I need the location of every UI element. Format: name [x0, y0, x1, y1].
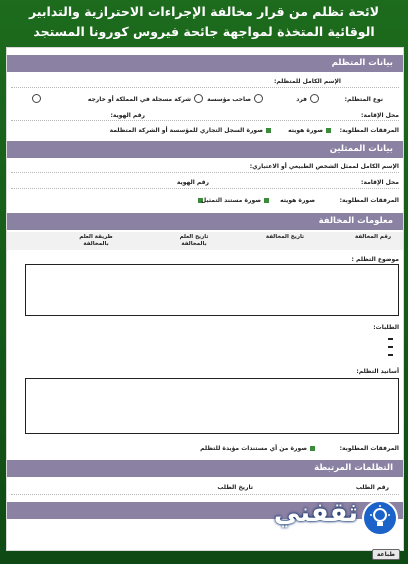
complainant-name-field[interactable] [11, 87, 399, 88]
subject-label: موضوع التظلم : [351, 256, 399, 263]
attachment-check-icon[interactable] [326, 128, 331, 133]
request-date-label: تاريخ الطلب [217, 484, 253, 491]
col-violation-date: تاريخ المخالفة [265, 234, 305, 240]
type-company-label: شركة مسجلة في المملكة أو خارجه [87, 96, 191, 103]
section-complainant-header: بيانات المتظلم [7, 55, 403, 72]
section-violation-header: معلومات المخالفة [7, 213, 403, 230]
type-owner-label: صاحب مؤسسة [207, 96, 251, 103]
document-title [6, 2, 402, 46]
grounds-textarea[interactable] [25, 378, 399, 434]
related-request-field[interactable] [11, 494, 399, 495]
attachment-check-icon[interactable] [264, 198, 269, 203]
attachment-check-icon[interactable] [266, 128, 271, 133]
representative-residence-label: محل الإقامة: [361, 179, 399, 186]
complainant-residence-field[interactable] [11, 120, 399, 121]
representative-attachment-1: صورة هويته [280, 197, 315, 204]
complainant-attachment-2: صورة السجل التجاري للمؤسسة أو الشركة المتظلمة [109, 127, 263, 134]
complainant-id-label: رقم الهوية: [110, 112, 145, 119]
request-bullet-3 [388, 354, 393, 356]
col-awareness-method: طريقة العلم بالمخالفة [79, 234, 113, 247]
requests-label: الطلبات: [373, 324, 399, 331]
violation-table-header [7, 232, 403, 250]
violation-attachments-label: المرفقات المطلوبة: [339, 445, 399, 452]
type-individual-radio[interactable] [310, 94, 319, 103]
title-line-2: الوقائية المتخذة لمواجهة جائحة فيروس كورونا المستجد [33, 24, 375, 39]
complainant-attachment-1: صورة هويته [288, 127, 323, 134]
col-violation-number: رقم المخالفة [354, 234, 392, 240]
form-page [6, 47, 404, 551]
watermark-logo [273, 498, 398, 544]
watermark-text: ثقفني [273, 498, 358, 528]
grounds-label: أسانيد التظلم: [356, 368, 399, 375]
col-awareness-date: تاريخ العلم بالمخالفة [179, 234, 209, 247]
section-related-header: التظلمات المرتبطة [7, 460, 403, 477]
representative-attachment-2: صورة مستند التمثيل [201, 197, 261, 204]
representative-attachments-label: المرفقات المطلوبة: [339, 197, 399, 204]
attachment-check-icon[interactable] [310, 446, 315, 451]
lightbulb-icon [362, 500, 398, 536]
type-company-radio[interactable] [194, 94, 203, 103]
title-line-1: لائحة تظلم من قرار مخالفة الإجراءات الاحترازية والتدابير [28, 4, 380, 19]
print-button[interactable]: طباعة [372, 549, 400, 560]
violation-attachment: صورة من أي مستندات مؤيدة للتظلم [200, 445, 307, 452]
request-bullet-1 [388, 338, 393, 340]
subject-textarea[interactable] [25, 264, 399, 316]
representative-residence-field[interactable] [11, 188, 399, 189]
complainant-residence-label: محل الإقامة: [361, 112, 399, 119]
complainant-attachments-label: المرفقات المطلوبة: [339, 127, 399, 134]
request-number-label: رقم الطلب [355, 484, 389, 491]
type-extra-radio[interactable] [32, 94, 41, 103]
type-owner-radio[interactable] [254, 94, 263, 103]
type-individual-label: فرد [296, 96, 307, 103]
representative-name-label: الإسم الكامل لممثل الشخص الطبيعي أو الاعتباري: [249, 163, 399, 170]
complainant-name-label: الإسم الكامل للمتظلم: [273, 78, 341, 85]
request-bullet-2 [388, 346, 393, 348]
representative-name-field[interactable] [11, 172, 399, 173]
complainant-type-label: نوع المتظلم: [344, 96, 383, 103]
representative-id-label: رقم الهوية [176, 179, 209, 186]
section-representative-header: بيانات الممثلين [7, 141, 403, 158]
